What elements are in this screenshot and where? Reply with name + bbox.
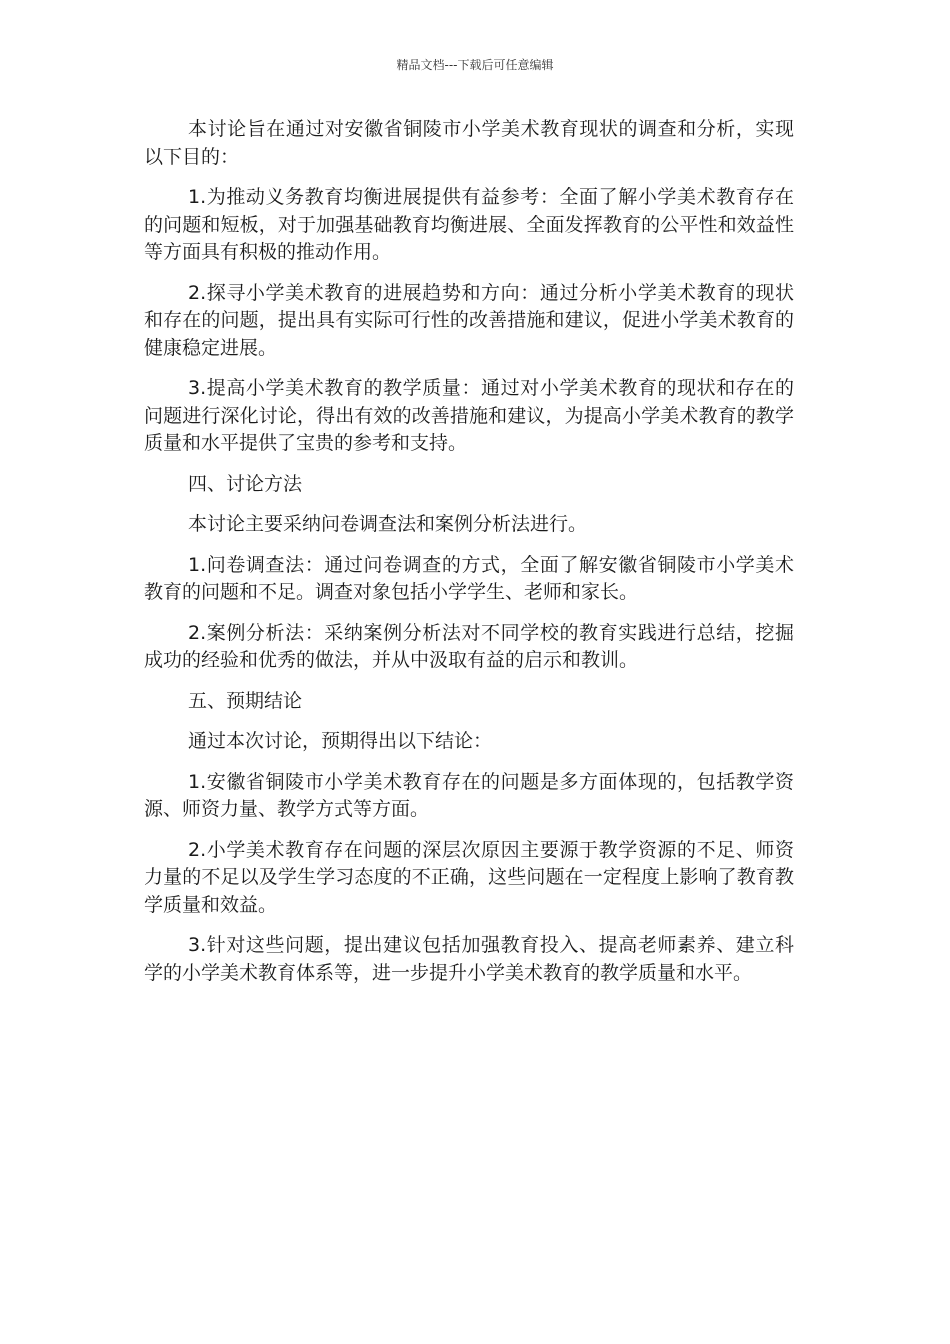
paragraph-conclusions-intro: 通过本次讨论，预期得出以下结论： (188, 730, 493, 752)
paragraph-conclusion-1: 1.安徽省铜陵市小学美术教育存在的问题是多方面体现的，包括教学资源、师资力量、教学方式等方面。 (144, 770, 794, 820)
paragraph-purpose-1: 1.为推动义务教育均衡进展提供有益参考：全面了解小学美术教育存在的问题和短板，对于加强基础教育均衡进展、全面发挥教育的公平性和效益性等方面具有积极的推动作用。 (144, 186, 794, 263)
paragraph-purpose-intro: 本讨论旨在通过对安徽省铜陵市小学美术教育现状的调查和分析，实现以下目的： (144, 118, 794, 168)
paragraph-conclusion-2: 2.小学美术教育存在问题的深层次原因主要源于教学资源的不足、师资力量的不足以及学生学习态度的不正确，这些问题在一定程度上影响了教育教学质量和效益。 (144, 838, 794, 916)
paragraph-purpose-3: 3.提高小学美术教育的教学质量：通过对小学美术教育的现状和存在的问题进行深化讨论，得出有效的改善措施和建议，为提高小学美术教育的教学质量和水平提供了宝贵的参考和支持。 (144, 377, 794, 454)
paragraph-methods-intro: 本讨论主要采纳问卷调查法和案例分析法进行。 (188, 513, 588, 535)
paragraph-purpose-2: 2.探寻小学美术教育的进展趋势和方向：通过分析小学美术教育的现状和存在的问题，提出具有实际可行性的改善措施和建议，促进小学美术教育的健康稳定进展。 (144, 281, 794, 359)
section-heading-conclusions: 五、预期结论 (188, 689, 303, 712)
paragraph-conclusion-3: 3.针对这些问题，提出建议包括加强教育投入、提高老师素养、建立科学的小学美术教育体系等，进一步提升小学美术教育的教学质量和水平。 (144, 934, 794, 984)
document-body (144, 116, 794, 1000)
paragraph-method-case: 2.案例分析法：采纳案例分析法对不同学校的教育实践进行总结，挖掘成功的经验和优秀的做法，并从中汲取有益的启示和教训。 (144, 621, 794, 671)
page-header: 精品文档---下载后可任意编辑 (396, 58, 554, 72)
section-heading-methods: 四、讨论方法 (188, 472, 303, 495)
paragraph-method-survey: 1.问卷调查法：通过问卷调查的方式，全面了解安徽省铜陵市小学美术教育的问题和不足。调查对象包括小学学生、老师和家长。 (144, 553, 794, 603)
